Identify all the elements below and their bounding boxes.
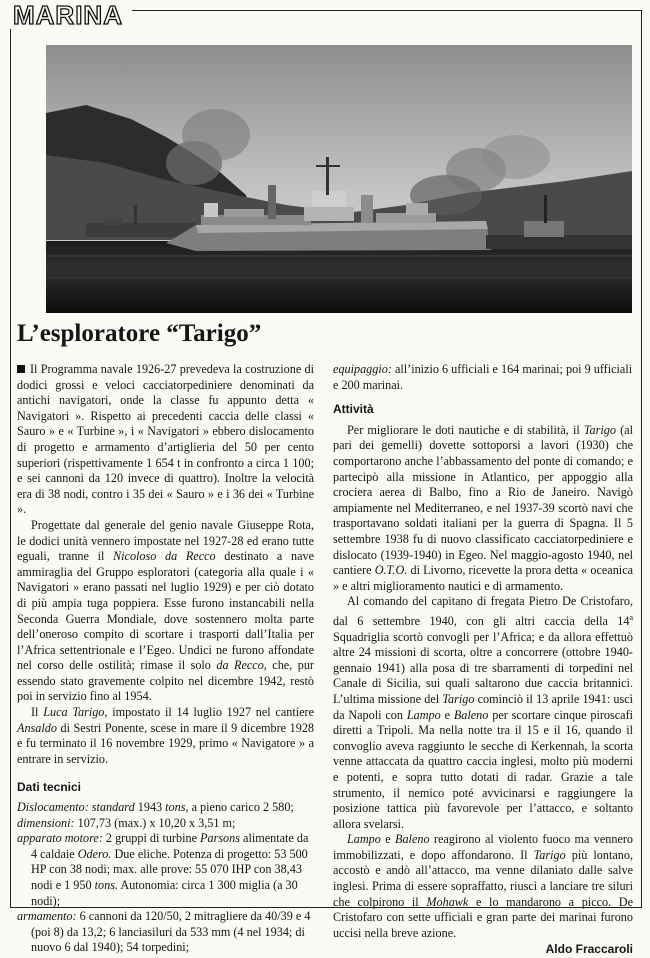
design-paragraph: Progettate dal generale del genio navale Giuseppe Rota, le dodici unità vennero impostate nel 1927-28 ed erano tutte eguali, tranne il Nicoloso da Recco destinato a nave ammiraglia del Gruppo esploratori (categoria alla quale i « Navigatori » erano passati nel luglio 1929) e per ciò dotato di più ampia tuga poppiera. Esse furono instancabili nella Seconda Guerra Mondiale, dove sostennero molta parte dell’oneroso compito di scortare i trasporti dall’Italia per l’Africa settentrionale e l’Egeo. Undici ne furono affondate nel corso delle ostilità; rimase il solo da Recco, che, pur essendo stato gravemente colpito nel dicembre 1942, restò poi in servizio fino al 1954. xyxy=(17,517,314,704)
article-title: L’esploratore “Tarigo” xyxy=(17,320,262,347)
tech-engine: apparato motore: 2 gruppi di turbine Parsons alimentate da 4 caldaie Odero. Due eliche. Potenza di progetto: 53 500 HP con 38 nodi; max. alle prove: 55 070 IHP con 38,43 nodi e 1 950 tons. Autonomia: circa 1 300 miglia (a 30 nodi); xyxy=(17,831,309,908)
section-label: MARINA xyxy=(4,2,132,29)
tech-dimensions: dimensioni: 107,73 (max.) x 10,20 x 3,51 m; xyxy=(17,815,236,830)
tech-armament: armamento: 6 cannoni da 120/50, 2 mitragliere da 40/39 e 4 (poi 8) da 13,2; 6 lanciasiluri da 533 mm (4 nel 1934; di nuovo 6 dal 1940); 54 torpedini; xyxy=(17,909,311,955)
author-signature: Aldo Fraccaroli xyxy=(545,942,633,957)
intro-paragraph: Il Programma navale 1926-27 prevedeva la costruzione di dodici grossi e veloci cacciatorpediniere denominati da antichi navigatori, onde la classe fu appunto detta « Navigatori ». Rispetto ai precedenti caccia delle classi « Sauro » e « Turbine », i « Navigatori » ebbero dislocamento di progetto e armamento d’artiglieria del 50 per cento superiori (rispettivamente 1 654 t in confronto a circa 1 100; e sei cannoni da 120 invece di quattro). Inoltre la velocità era di 38 nodi, contro i 35 dei « Sauro » e i 36 dei « Turbine ». xyxy=(17,362,314,517)
launch-paragraph: Il Luca Tarigo, impostato il 14 luglio 1927 nel cantiere Ansaldo di Sestri Ponente, scese in mare il 9 dicembre 1928 e fu terminato il 16 novembre 1929, primo « Navigatore » a entrare in servizio. xyxy=(17,705,315,766)
activity-paragraph-1: Per migliorare le doti nautiche e di stabilità, il Tarigo (al pari dei gemelli) dovette sottoporsi a lavori (1930) che comportarono anche l’abbassamento del ponte di comando; e partecipò alla missione in Atlantico, per appoggio alla crociera aerea di Balbo, fino a Rio de Janeiro. Navigò ampiamente nel Mediterraneo, e nel 1937-39 scortò navi che trasportavano soldati italiani per la guerra di Spagna. Il 5 settembre 1938 fu di nuovo classificato cacciatorpediniere e dislocato (1939-1940) in Egeo. Nel maggio-agosto 1940, nel cantiere O.T.O. di Livorno, ricevette la prora detta « oceanica » e altri miglioramento nautici e di armamento. xyxy=(333,422,634,593)
tech-heading: Dati tecnici xyxy=(17,780,82,795)
tech-list xyxy=(17,800,314,956)
right-column xyxy=(333,362,633,958)
tech-displacement: Dislocamento: standard 1943 tons, a pieno carico 2 580; xyxy=(17,800,294,815)
square-bullet-icon xyxy=(17,365,25,373)
activity-heading: Attività xyxy=(333,402,374,417)
tech-crew: equipaggio: all’inizio 6 ufficiali e 164 marinai; poi 9 ufficiali e 200 marinai. xyxy=(333,362,633,392)
destroyer-photo xyxy=(46,45,632,313)
activity-paragraph-3: Lampo e Baleno reagirono al violento fuoco ma vennero immobilizzati, e dopo affondarono. Il Tarigo più lontano, accostò e andò all’attacco, ma venne dilaniato dalle salve inglesi. Prima di essere sopraffatto, riuscì a lanciare tre siluri che colpirono il Mohawk e lo mandarono a picco. De Cristofaro con sette ufficiali e gran parte dei marinai furono uccisi nella breve azione. xyxy=(333,832,634,940)
activity-paragraph-2: Al comando del capitano di fregata Pietro De Cristofaro, dal 6 settembre 1940, con gli altri caccia della 14$^a$ Squadriglia scortò convogli per l’Africa; e da allora effettuò altre 24 missioni di scorta, oltre a concorrere (ottobre 1940-gennaio 1941) alla posa di tre sbarramenti di torpedini nel Canale di Sicilia, sui quali saltarono due caccia britannici. L’ultima missione del Tarigo cominciò il 13 aprile 1941: uscì da Napoli con Lampo e Baleno per scortare cinque piroscafi diretti a Tripoli. Ma nella notte tra il 15 e il 16, quando il convoglio aveva raggiunto le secche di Kerkennah, la scorta venne attaccata da quattro caccia inglesi, molto più moderni e potenti, e sopra tutto dotati di radar. Grazie a tale strumento, il nemico poté avvicinarsi e raggiungere la posizione tattica più favorevole per l’attacco, e soltanto allora svelarsi. xyxy=(333,594,634,831)
left-column xyxy=(17,362,314,956)
